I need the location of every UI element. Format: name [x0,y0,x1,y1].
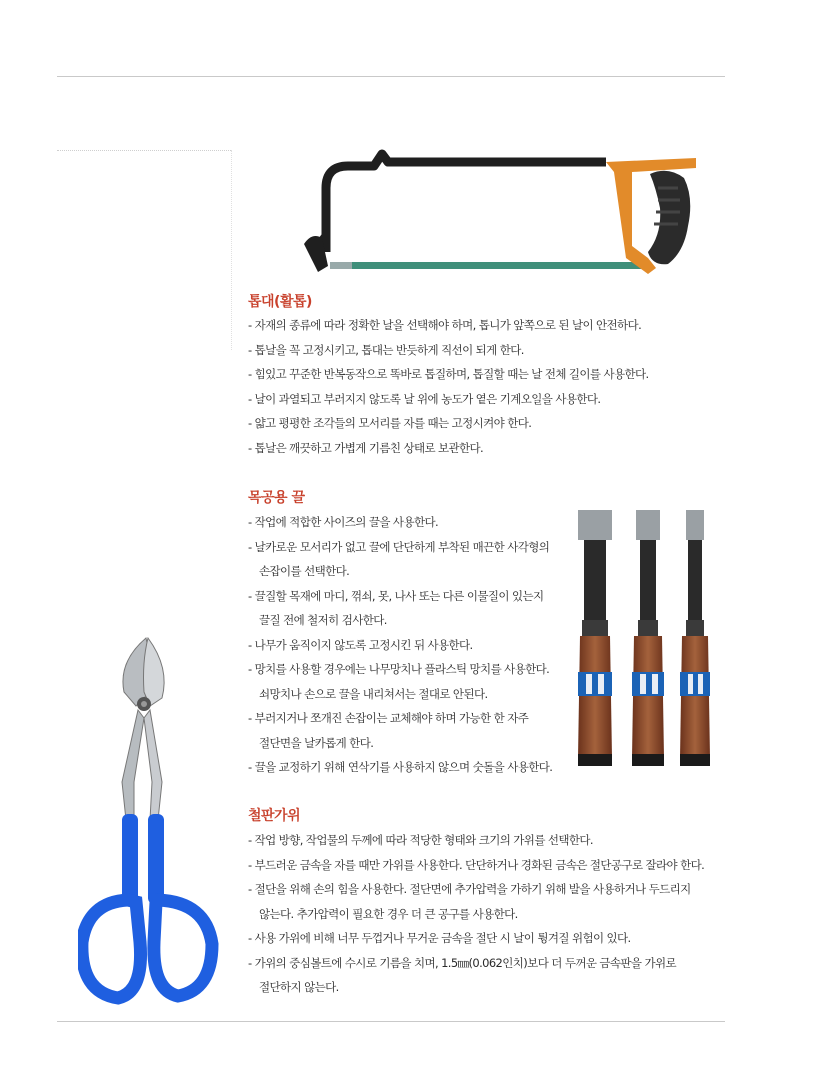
section-title-hacksaw: 톱대(활톱) [248,294,312,310]
dotted-frame-top [57,150,231,151]
tin-snips-image [78,632,220,1008]
hacksaw-guidelines [248,313,649,460]
chisel-guidelines [248,510,552,780]
section-title-tin-snips: 철판가위 [248,808,301,824]
chisels-image [574,506,724,774]
dotted-frame-side [231,150,232,350]
list-item: - 날카로운 모서리가 없고 끌에 단단하게 부착된 매끈한 사각형의 손잡이를 선택한다. [248,539,550,578]
hacksaw-image [296,148,706,283]
list-item: - 톱날을 꼭 고정시키고, 톱대는 반듯하게 직선이 되게 한다. [248,342,524,357]
list-item: - 나무가 움직이지 않도록 고정시킨 뒤 사용한다. [248,637,473,652]
list-item: - 부드러운 금속을 자를 때만 가위를 사용한다. 단단하거나 경화된 금속은 절단공구로 잘라야 한다. [248,857,705,872]
list-item: - 사용 가위에 비해 너무 두껍거나 무거운 금속을 절단 시 날이 튕겨질 위험이 있다. [248,931,631,945]
list-item: - 가위의 중심볼트에 수시로 기름을 치며, 1.5㎜(0.062인치)보다 더 두꺼운 금속판을 가위로 절단하지 않는다. [248,955,677,994]
list-item: - 절단을 위해 손의 힘을 사용한다. 절단면에 추가압력을 가하기 위해 발을 사용하거나 두드리지 않는다. 추가압력이 필요한 경우 더 큰 공구를 사용한다. [248,882,691,921]
list-item: - 힘있고 꾸준한 반복동작으로 똑바로 톱질하며, 톱질할 때는 날 전체 길이를 사용한다. [248,367,649,381]
list-item: - 부러지거나 쪼개진 손잡이는 교체해야 하며 가능한 한 자주 절단면을 날카롭게 한다. [248,711,529,750]
list-item: - 망치를 사용할 경우에는 나무망치나 플라스틱 망치를 사용한다. 쇠망치나 손으로 끌을 내리쳐서는 절대로 안된다. [248,662,550,701]
bottom-divider [57,1021,725,1022]
list-item: - 작업에 적합한 사이즈의 끌을 사용한다. [248,515,439,529]
list-item: - 자재의 종류에 따라 정확한 날을 선택해야 하며, 톱니가 앞쪽으로 된 날이 안전하다. [248,318,642,332]
top-divider [57,76,725,77]
list-item: - 톱날은 깨끗하고 가볍게 기름친 상태로 보관한다. [248,440,484,455]
list-item: - 작업 방향, 작업물의 두께에 따라 적당한 형태와 크기의 가위를 선택한다. [248,833,593,847]
list-item: - 날이 과열되고 부러지지 않도록 날 위에 농도가 옅은 기계오일을 사용한다. [248,391,601,406]
list-item: - 끌질할 목재에 마디, 꺾쇠, 못, 나사 또는 다른 이물질이 있는지 끌질 전에 철저히 검사한다. [248,588,544,627]
list-item: - 얇고 평평한 조각들의 모서리를 자를 때는 고정시켜야 한다. [248,416,532,430]
tin-snips-guidelines [248,828,704,1000]
section-title-chisel: 목공용 끌 [248,490,305,506]
list-item: - 끌을 교정하기 위해 연삭기를 사용하지 않으며 숫돌을 사용한다. [248,760,553,774]
